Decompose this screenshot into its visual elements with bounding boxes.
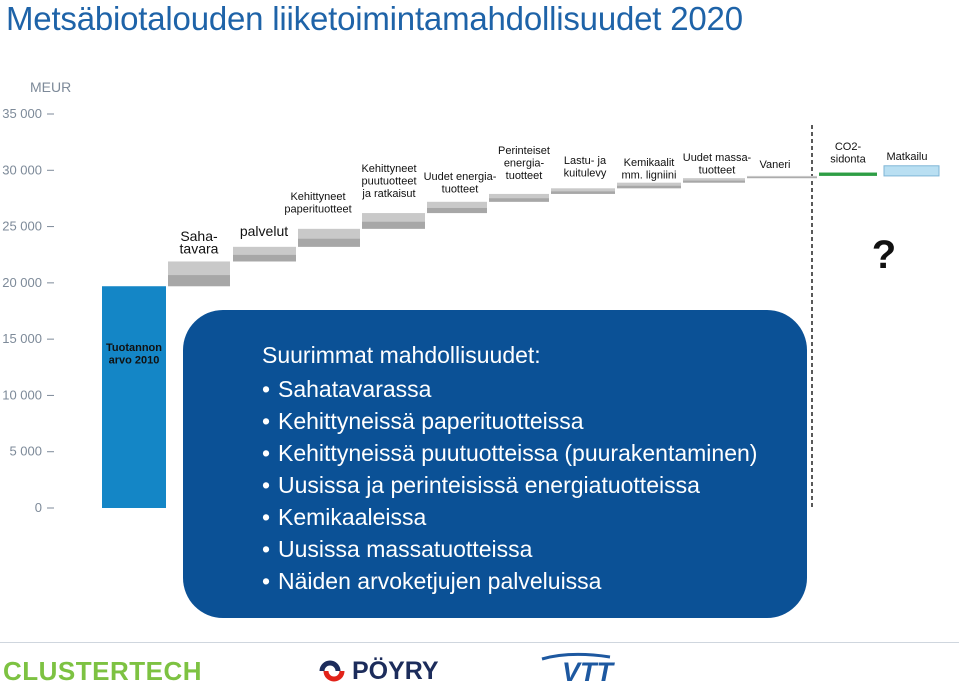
bar-shade: [427, 208, 487, 213]
clustertech-logo: [3, 656, 202, 687]
list-item: [262, 437, 757, 469]
list-item: [262, 565, 757, 597]
category-label-line: tavara: [179, 240, 219, 257]
list-item-text: Kemikaaleissa: [278, 504, 427, 530]
category-label-line: tuotteet: [505, 170, 543, 182]
bar: [884, 166, 939, 176]
category-label: [683, 152, 752, 177]
bullet-icon: •: [262, 568, 271, 594]
list-item-text: Sahatavarassa: [278, 376, 432, 402]
category-label-line: tuotteet: [698, 164, 736, 177]
list-item: [262, 501, 757, 533]
bar-shade: [168, 275, 230, 286]
y-tick-label: 10 000: [2, 387, 42, 403]
category-label-line: sidonta: [830, 153, 866, 166]
category-label: [424, 171, 497, 196]
category-label-line: Saha-: [180, 228, 218, 244]
category-label: [284, 191, 351, 216]
list-item: [262, 405, 757, 437]
bar-shade: [551, 191, 615, 194]
category-label: [240, 223, 288, 239]
list-item-text: Kehittyneissä puutuotteissa (puurakentaminen): [278, 440, 758, 466]
y-tick-label: 0: [34, 500, 42, 515]
bullet-icon: •: [262, 504, 271, 530]
category-label-line: palvelut: [239, 223, 289, 239]
category-label: [106, 342, 162, 367]
category-label-line: paperituotteet: [284, 203, 352, 216]
list-item-text: Uusissa ja perinteisissä energiatuotteissa: [278, 472, 700, 498]
category-label-line: Kemikaalit: [623, 157, 675, 169]
bar-shade: [298, 239, 360, 247]
category-label-line: Perinteiset: [498, 145, 550, 157]
category-label-line: arvo 2010: [108, 354, 160, 367]
bar-shade: [489, 198, 549, 202]
category-label-line: Kehittyneet: [361, 163, 417, 175]
category-label: [760, 159, 791, 171]
list-item: [262, 533, 757, 565]
category-label-line: Matkailu: [886, 151, 928, 163]
clustertech-logo-text: CLUSTERTECH: [3, 656, 203, 686]
category-label-line: tuotteet: [441, 183, 479, 196]
bar: [102, 286, 166, 508]
bullet-icon: •: [262, 408, 271, 434]
bullet-icon: •: [262, 440, 271, 466]
bullet-icon: •: [262, 536, 271, 562]
category-label: [621, 157, 676, 182]
bar-shade: [617, 186, 681, 189]
poyry-mark-icon: [318, 659, 346, 683]
category-label: [498, 145, 550, 182]
y-tick-label: 25 000: [2, 218, 42, 234]
bar: [819, 173, 877, 176]
list-item: [262, 469, 757, 501]
category-label-line: Tuotannon: [106, 342, 162, 354]
category-label-line: CO2-: [834, 141, 862, 153]
category-label-line: puutuotteet: [361, 175, 417, 188]
y-tick-label: 5 000: [9, 443, 42, 459]
y-tick-label: 30 000: [2, 162, 42, 178]
category-label: [361, 163, 416, 200]
bar-shade: [747, 177, 817, 178]
category-label-line: Kehittyneet: [290, 191, 346, 203]
category-label-line: mm. ligniini: [621, 169, 677, 182]
category-label: [180, 228, 219, 257]
category-label: [830, 141, 866, 166]
info-box-list: [262, 373, 757, 597]
bar-shade: [362, 222, 425, 229]
list-item-text: Uusissa massatuotteissa: [278, 536, 533, 562]
uncertain-mark: ?: [871, 233, 897, 277]
category-label-line: energia-: [503, 157, 545, 170]
bullet-icon: •: [262, 376, 271, 402]
list-item-text: Näiden arvoketjujen palveluissa: [278, 568, 602, 594]
list-item-text: Kehittyneissä paperituotteissa: [278, 408, 584, 434]
y-axis-unit-label: MEUR: [30, 79, 72, 95]
category-label: [887, 151, 928, 163]
category-label: [564, 155, 607, 180]
bar-shade: [683, 181, 745, 183]
bullet-icon: •: [262, 472, 271, 498]
y-tick-label: 15 000: [2, 331, 42, 347]
category-label-line: ja ratkaisut: [362, 188, 416, 200]
bar-shade: [233, 255, 296, 262]
y-tick-label: 35 000: [2, 106, 42, 121]
category-label-line: Lastu- ja: [563, 155, 607, 167]
y-tick-label: 20 000: [2, 274, 42, 290]
poyry-logo-text: PÖYRY: [352, 657, 439, 685]
category-label-line: Uudet massa-: [682, 152, 752, 164]
category-label-line: kuitulevy: [563, 167, 607, 180]
list-item: [262, 373, 757, 405]
page-title: Metsäbiotalouden liiketoimintamahdollisuudet 2020: [6, 0, 743, 37]
category-label-line: Vaneri: [759, 159, 791, 171]
vtt-logo-text: VTT: [562, 657, 613, 687]
category-label-line: Uudet energia-: [423, 171, 497, 183]
info-box-heading: Suurimmat mahdollisuudet:: [262, 342, 541, 368]
footer-divider: [0, 642, 959, 643]
